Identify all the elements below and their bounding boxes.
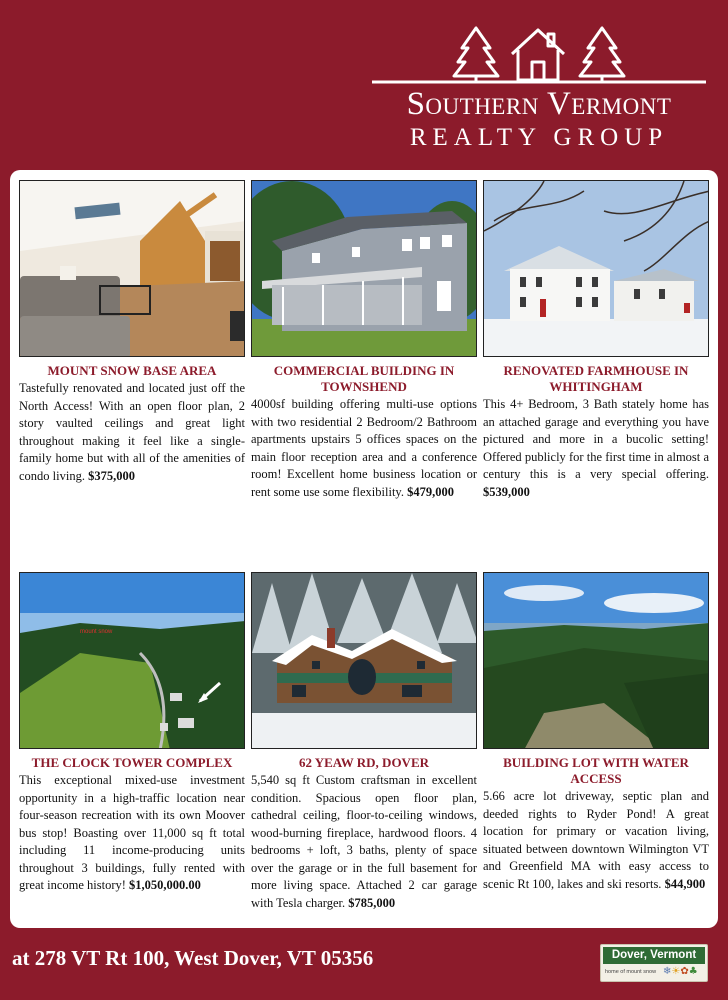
- dover-vermont-badge: [600, 944, 708, 982]
- brand-subtitle: REALTY GROUP: [409, 124, 669, 151]
- craftsman-house-in-snow-photo: [251, 572, 477, 749]
- forested-hills-aerial-photo: [483, 572, 709, 749]
- listing-description: 5.66 acre lot driveway, septic plan and deeded rights to Ryder Pond! A great location for primary or vacation living, situated between downtown Wilmington VT and Greenfield MA with easy access to scenic Rt 100, lakes and ski resorts. $44,900: [483, 789, 709, 891]
- house-and-pine-trees-icon: [366, 24, 712, 86]
- listing-price: $785,000: [348, 895, 396, 910]
- badge-title: Dover, Vermont: [603, 947, 705, 964]
- listing-description: This 4+ Bedroom, 3 Bath stately home has an attached garage and everything you have pictured and more in a bucolic setting! Offered publicly for the first time in almost a century this is a very special offering. $539,000: [483, 397, 709, 499]
- listing-description: 5,540 sq ft Custom craftsman in excellent condition. Spacious open floor plan, cathedral ceiling, floor-to-ceiling windows, wood-burning fireplace, hardwood floors. 4 bedrooms + loft, 3 baths, plenty of space over the garage or in the full basement for more living space. Attached 2 car garage with Tesla charger. $785,000: [251, 773, 477, 910]
- listing-description: Tastefully renovated and located just off the North Access! With an open floor plan, 2 story vaulted ceilings and great light throughout making it feel like a single-family home but with all of the amenities of condo living. $375,000: [19, 381, 245, 483]
- vaulted-living-room-photo: [19, 180, 245, 357]
- listing-title: MOUNT SNOW BASE AREA: [47, 363, 217, 378]
- listing-title: BUILDING LOT WITH WATER ACCESS: [503, 755, 689, 786]
- listing-card: [251, 572, 477, 912]
- listing-card: [19, 180, 245, 485]
- white-farmhouse-in-snow-photo: [483, 180, 709, 357]
- listing-price: $375,000: [88, 468, 135, 483]
- listing-price: $1,050,000.00: [129, 878, 201, 892]
- listing-title: COMMERCIAL BUILDING IN TOWNSHEND: [273, 363, 455, 394]
- listing-title: THE CLOCK TOWER COMPLEX: [31, 755, 233, 770]
- listing-description: 4000sf building offering multi-use options with two residential 2 Bedroom/2 Bathroom apartments upstairs 5 offices spaces on the main floor reception area and a conference room! Excellent home business location or rent some use some flexibility. $479,000: [251, 397, 477, 499]
- listing-card: [251, 180, 477, 501]
- photo-label: mount snow: [80, 629, 113, 635]
- listing-price: $44,900: [664, 876, 706, 891]
- listing-price: $479,000: [407, 484, 454, 499]
- listing-card: [19, 572, 245, 895]
- gray-commercial-building-photo: [251, 180, 477, 357]
- brand-name: Southern Vermont: [406, 86, 672, 122]
- listing-title: 62 YEAW RD, DOVER: [298, 755, 429, 770]
- seasons-icons: ❄☀✿♣: [663, 966, 698, 977]
- listing-description: This exceptional mixed-use investment opportunity in a high-traffic location near four-season recreation with its own Moover bus stop! Boasting over 11,000 sq ft total including 11 income-producing units throughout 3 buildings, fully rented with great income history! $1,050,000.00: [19, 773, 245, 892]
- listing-price: $539,000: [483, 484, 530, 499]
- listing-card: [483, 180, 709, 501]
- listing-card: [483, 572, 709, 893]
- listing-title: RENOVATED FARMHOUSE IN WHITINGHAM: [503, 363, 689, 394]
- office-address: at 278 VT Rt 100, West Dover, VT 05356: [12, 946, 374, 970]
- aerial-valley-photo: [19, 572, 245, 749]
- badge-subtitle: home of mount snow: [605, 969, 657, 975]
- realty-logo: [366, 24, 712, 160]
